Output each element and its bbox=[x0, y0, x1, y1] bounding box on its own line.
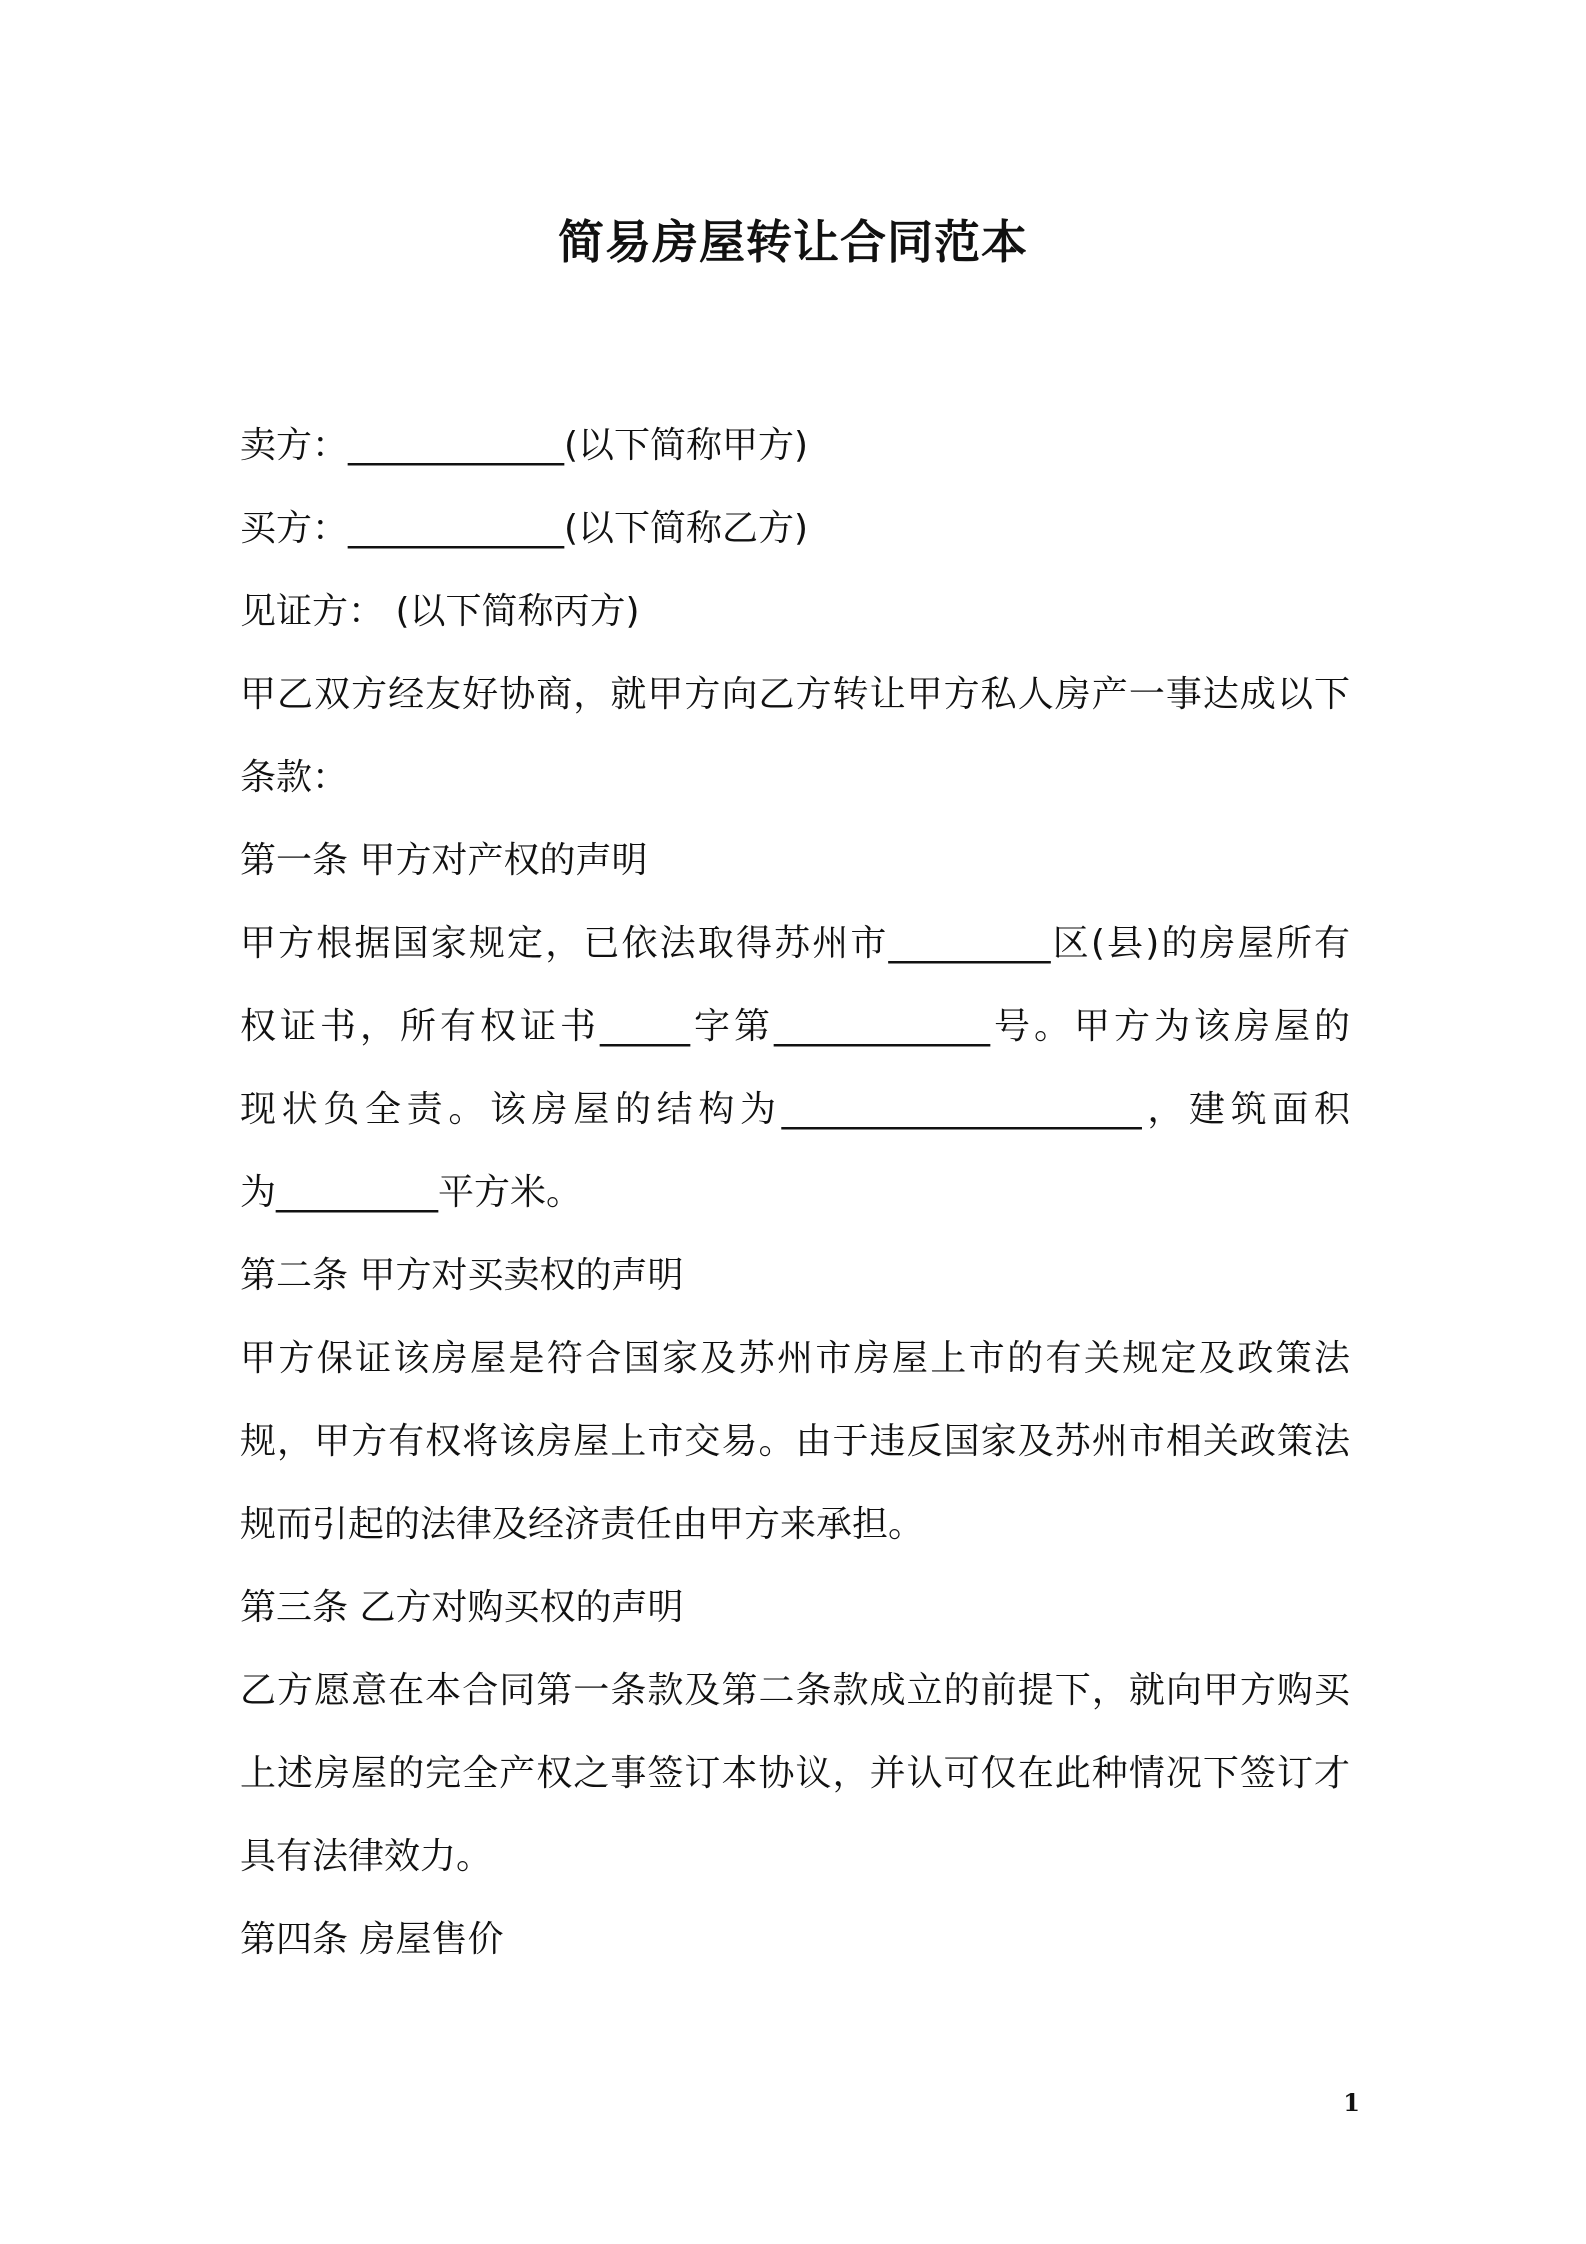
intro-line: 甲乙双方经友好协商，就甲方向乙方转让甲方私人房产一事达成以下 bbox=[240, 674, 1350, 715]
article-two-text-line: 甲方保证该房屋是符合国家及苏州市房屋上市的有关规定及政策法 bbox=[240, 1338, 1350, 1379]
article-three-heading: 第三条 乙方对购买权的声明 bbox=[240, 1587, 684, 1628]
document-body bbox=[240, 404, 1350, 1981]
article-three-text-line: 具有法律效力。 bbox=[240, 1836, 493, 1877]
article-three-text-line: 上述房屋的完全产权之事签订本协议，并认可仅在此种情况下签订才 bbox=[240, 1753, 1350, 1794]
article-two-text-line: 规，甲方有权将该房屋上市交易。由于违反国家及苏州市相关政策法 bbox=[240, 1421, 1350, 1462]
article-two-heading: 第二条 甲方对买卖权的声明 bbox=[240, 1255, 684, 1296]
article-one-heading: 第一条 甲方对产权的声明 bbox=[240, 840, 648, 881]
seller-line: 卖方：____________(以下简称甲方) bbox=[240, 425, 809, 466]
article-one-text-line: 为_________平方米。 bbox=[240, 1172, 583, 1213]
intro-line-end: 条款： bbox=[240, 757, 349, 798]
witness-line: 见证方： (以下简称丙方) bbox=[240, 591, 640, 632]
buyer-line: 买方：____________(以下简称乙方) bbox=[240, 508, 809, 549]
article-one-text-line: 权证书，所有权证书_____字第____________号。甲方为该房屋的 bbox=[240, 1006, 1350, 1047]
article-three-text-line: 乙方愿意在本合同第一条款及第二条款成立的前提下，就向甲方购买 bbox=[240, 1670, 1350, 1711]
article-two-text-line: 规而引起的法律及经济责任由甲方来承担。 bbox=[240, 1504, 925, 1545]
document-title: 简易房屋转让合同范本 bbox=[558, 215, 1028, 269]
article-four-heading: 第四条 房屋售价 bbox=[240, 1919, 504, 1960]
page-number: 1 bbox=[1343, 2088, 1360, 2117]
article-one-text-line: 现状负全责。该房屋的结构为____________________，建筑面积 bbox=[240, 1089, 1350, 1130]
article-one-text-line: 甲方根据国家规定，已依法取得苏州市_________区(县)的房屋所有 bbox=[240, 923, 1350, 964]
